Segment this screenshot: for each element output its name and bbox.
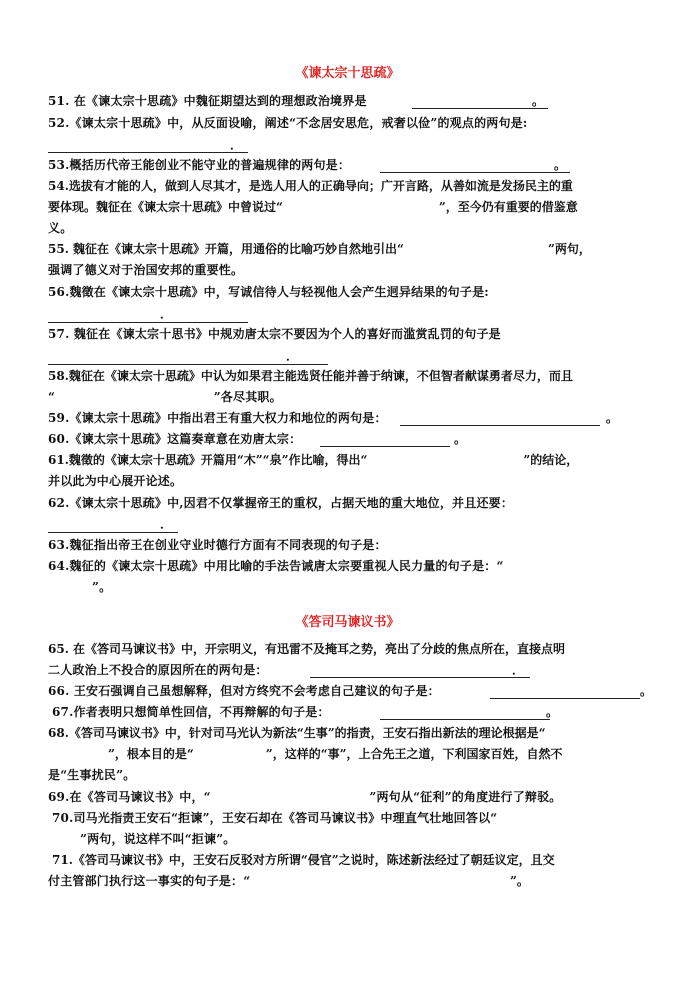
period-mark: 。 xyxy=(454,432,467,446)
question-58-line1: 58.魏征在《谏太宗十思疏》中认为如果君主能选贤任能并善于纳谏，不但智者献谋勇者尽力，而且 xyxy=(48,369,573,383)
period-mark: ． xyxy=(160,517,173,531)
question-68-line1: 68.《答司马谏议书》中，针对司马光认为新法“生事”的指责，王安石指出新法的理论根据是“ xyxy=(48,726,546,740)
answer-blank-59[interactable] xyxy=(400,425,600,426)
period-mark: 。 xyxy=(606,411,619,425)
answer-blank-52[interactable] xyxy=(48,152,248,153)
question-55-line2: 强调了德义对于治国安邦的重要性。 xyxy=(48,263,244,277)
section-title-jian-taizong: 《谏太宗十思疏》 xyxy=(295,66,400,81)
answer-blank-56[interactable] xyxy=(48,322,248,323)
question-65-line1: 65. 在《答司马谏议书》中，开宗明义，有迅雷不及掩耳之势，亮出了分歧的焦点所在，直接点明 xyxy=(48,642,566,656)
answer-blank-57[interactable] xyxy=(48,364,328,365)
question-52: 52.《谏太宗十思疏》中，从反面设喻，阐述“不念居安思危，戒奢以俭”的观点的两句是: xyxy=(48,116,528,130)
period-mark: ． xyxy=(286,349,299,363)
question-64-line2: ”。 xyxy=(92,580,112,594)
period-mark: ． xyxy=(160,307,173,321)
question-71-closing: ”。 xyxy=(510,874,529,888)
section-title-da-sima: 《答司马谏议书》 xyxy=(295,615,400,630)
question-54-line2: 要体现。魏征在《谏太宗十思疏》中曾说过“ ”，至今仍有重要的借鉴意 xyxy=(48,200,578,214)
question-65-line2: 二人政治上不投合的原因所在的两句是： xyxy=(48,663,268,677)
question-70-line1: 70.司马光指责王安石“拒谏”，王安石却在《答司马谏议书》中理直气壮地回答以“ xyxy=(52,811,498,825)
question-57: 57. 魏征在《谏太宗十思书》中规劝唐太宗不要因为个人的喜好而滥赏乱罚的句子是 xyxy=(48,327,501,341)
question-71-line2: 付主管部门执行这一事实的句子是：“ xyxy=(48,874,251,888)
question-68-line3: 是“生事扰民”。 xyxy=(48,768,136,782)
answer-blank-53[interactable] xyxy=(380,172,570,173)
question-61-line2: 并以此为中心展开论述。 xyxy=(48,474,183,488)
question-68-line2: ”，根本目的是“ ”，这样的“事”，上合先王之道，下利国家百姓，自然不 xyxy=(48,747,563,761)
question-54-line3: 义。 xyxy=(48,221,73,235)
question-61-line1: 61.魏徵的《谏太宗十思疏》开篇用“木”“泉”作比喻，得出“ ”的结论， xyxy=(48,453,579,467)
question-63: 63.魏征指出帝王在创业守业时德行方面有不同表现的句子是： xyxy=(48,538,387,552)
answer-blank-66[interactable] xyxy=(490,698,640,699)
period-mark: ． xyxy=(230,138,243,152)
period-mark: 。 xyxy=(554,158,567,172)
answer-blank-65[interactable] xyxy=(310,677,530,678)
period-mark: ． xyxy=(512,663,525,677)
question-62: 62.《谏太宗十思疏》中,因君不仅掌握帝王的重权，占据天地的重大地位，并且还要： xyxy=(48,496,514,510)
question-66: 66. 王安石强调自己虽想解释，但对方终究不会考虑自己建议的句子是： xyxy=(48,684,440,698)
question-54-line1: 54.选拔有才能的人，做到人尽其才，是选人用人的正确导向；广开言路，从善如流是发扬民主的重 xyxy=(48,179,573,193)
answer-blank-62[interactable] xyxy=(48,532,178,533)
question-56: 56.魏徵在《谏太宗十思疏》中，写诚信待人与轻视他人会产生迥异结果的句子是: xyxy=(48,285,489,299)
period-mark: 。 xyxy=(640,684,653,698)
question-71-line1: 71.《答司马谏议书》中，王安石反驳对方所谓“侵官”之说时，陈述新法经过了朝廷议定，且交 xyxy=(52,853,555,867)
question-51: 51. 在《谏太宗十思疏》中魏征期望达到的理想政治境界是 xyxy=(48,94,367,108)
question-70-line2: ”两句，说这样不叫“拒谏”。 xyxy=(80,832,236,846)
answer-blank-67[interactable] xyxy=(380,719,550,720)
question-67: 67.作者表明只想简单性回信，不再辩解的句子是： xyxy=(52,705,330,719)
question-69: 69.在《答司马谏议书》中，“ ”两句从“征利”的角度进行了辩驳。 xyxy=(48,790,562,804)
answer-blank-60[interactable] xyxy=(320,446,450,447)
period-mark: 。 xyxy=(532,94,545,108)
answer-blank-51[interactable] xyxy=(412,108,548,109)
question-60: 60.《谏太宗十思疏》这篇奏章意在劝唐太宗： xyxy=(48,432,302,446)
period-mark: 。 xyxy=(546,705,559,719)
question-64-line1: 64.魏征的《谏太宗十思疏》中用比喻的手法告诫唐太宗要重视人民力量的句子是：“ xyxy=(48,559,504,573)
question-59: 59.《谏太宗十思疏》中指出君王有重大权力和地位的两句是： xyxy=(48,411,387,425)
question-58-line2: “ ”各尽其职。 xyxy=(48,390,282,404)
question-53: 53.概括历代帝王能创业不能守业的普遍规律的两句是： xyxy=(48,158,351,172)
question-55-line1: 55. 魏征在《谏太宗十思疏》开篇，用通俗的比喻巧妙自然地引出“ ”两句， xyxy=(48,242,591,256)
